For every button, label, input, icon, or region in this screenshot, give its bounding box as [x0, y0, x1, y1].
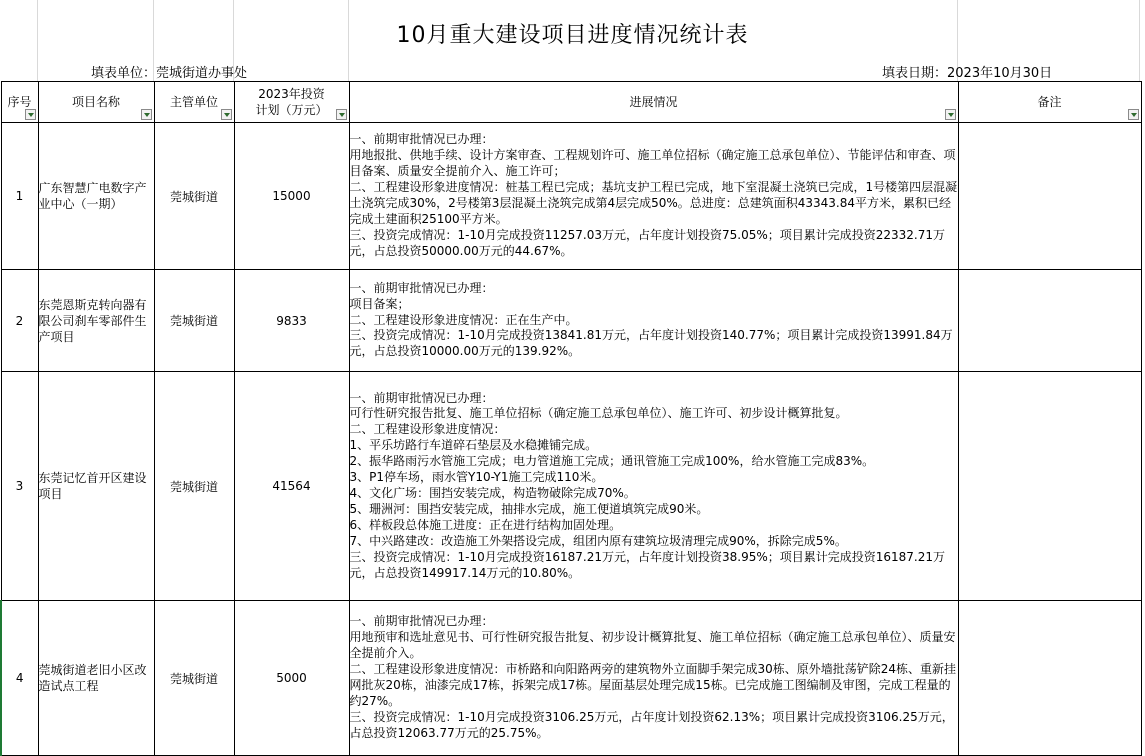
cell-project-name[interactable]: 东莞记忆首开区建设项目: [38, 372, 154, 601]
filter-dropdown-icon[interactable]: [1128, 109, 1139, 120]
cell-invest[interactable]: 5000: [234, 601, 349, 756]
table-row: [1, 372, 1141, 601]
progress-line: 三、投资完成情况：1-10月完成投资11257.03万元，占年度计划投资75.05%；项目累计完成投资22332.71万元，占总投资50000.00万元的44.67%。: [349, 227, 946, 258]
header-progress[interactable]: 进展情况: [349, 82, 958, 123]
cell-progress[interactable]: [349, 601, 958, 756]
filter-dropdown-icon[interactable]: [25, 109, 36, 120]
progress-line: 3、P1停车场，雨水管Y10-Y1施工完成110米。: [349, 470, 604, 485]
cell-project-name[interactable]: 广东智慧广电数字产业中心（一期）: [38, 123, 154, 270]
filler-unit: 填表单位：莞城街道办事处: [91, 66, 248, 81]
header-dept[interactable]: 主管单位: [154, 82, 234, 123]
table-row: [1, 123, 1141, 270]
cell-seq[interactable]: 4: [1, 601, 38, 756]
cell-seq[interactable]: 2: [1, 270, 38, 372]
cell-progress[interactable]: [349, 372, 958, 601]
cell-dept[interactable]: 莞城街道: [154, 372, 234, 601]
filter-dropdown-icon[interactable]: [945, 109, 956, 120]
project-table: [0, 81, 1142, 756]
filler-date: 填表日期：2023年10月30日: [882, 66, 1053, 81]
progress-line: 6、样板段总体施工进度：正在进行结构加固处理。: [349, 517, 622, 532]
progress-line: 1、平乐坊路行车道碎石垫层及水稳摊铺完成。: [349, 438, 598, 453]
progress-line: 用地预审和选址意见书、可行性研究报告批复、初步设计概算批复、施工单位招标（确定施工总承包单位）、质量安全提前介入。: [349, 630, 956, 661]
progress-line: 二、工程建设形象进度情况：正在生产中。: [349, 312, 578, 327]
sheet-title: 10月重大建设项目进度情况统计表: [396, 23, 749, 48]
header-name[interactable]: 项目名称: [38, 82, 154, 123]
progress-line: 三、投资完成情况：1-10月完成投资16187.21万元，占年度计划投资38.95%；项目累计完成投资16187.21万元，占总投资149917.14万元的10.80%。: [349, 549, 946, 580]
progress-line: 5、珊洲河：围挡安装完成，抽排水完成，施工便道填筑完成90米。: [349, 501, 709, 516]
progress-line: 2、振华路雨污水管施工完成；电力管道施工完成；通讯管施工完成100%，给水管施工完成83%。: [349, 454, 875, 469]
cell-remark[interactable]: [958, 601, 1141, 756]
cell-dept[interactable]: 莞城街道: [154, 601, 234, 756]
progress-line: 二、工程建设形象进度情况：市桥路和向阳路两旁的建筑物外立面脚手架完成30栋、原外墙批荡铲除24栋、重新挂网批灰20栋，油漆完成17栋，拆架完成17栋。屋面基层处理完成15栋。已完成施工图编制及审图，完成工程量的约27%。: [349, 662, 957, 708]
table-row: [1, 601, 1141, 756]
filter-dropdown-icon[interactable]: [336, 109, 347, 120]
header-row: [1, 82, 1141, 123]
progress-line: 可行性研究报告批复、施工单位招标（确定施工总承包单位）、施工许可、初步设计概算批复。: [349, 406, 848, 421]
progress-line: 4、文化广场：围挡安装完成，构造物破除完成70%。: [349, 486, 636, 500]
cell-invest[interactable]: 41564: [234, 372, 349, 601]
progress-line: 项目备案；: [349, 296, 410, 311]
progress-line: 二、工程建设形象进度情况：: [349, 422, 506, 437]
progress-line: 7、中兴路建改：改造施工外架搭设完成，组团内原有建筑垃圾清理完成90%，拆除完成5%。: [349, 533, 847, 548]
progress-line: 三、投资完成情况：1-10月完成投资13841.81万元，占年度计划投资140.77%；项目累计完成投资13991.84万元，占总投资10000.00万元的139.92%。: [349, 328, 953, 359]
filter-dropdown-icon[interactable]: [221, 109, 232, 120]
cell-invest[interactable]: 15000: [234, 123, 349, 270]
progress-line: 一、前期审批情况已办理：: [349, 390, 494, 405]
progress-line: 一、前期审批情况已办理：: [349, 280, 494, 295]
progress-line: 一、前期审批情况已办理：: [349, 614, 494, 629]
cell-dept[interactable]: 莞城街道: [154, 123, 234, 270]
cell-project-name[interactable]: 东莞恩斯克转向器有限公司刹车零部件生产项目: [38, 270, 154, 372]
cell-progress[interactable]: [349, 270, 958, 372]
cell-seq[interactable]: 3: [1, 372, 38, 601]
cell-dept[interactable]: 莞城街道: [154, 270, 234, 372]
header-remark[interactable]: 备注: [958, 82, 1141, 123]
header-invest[interactable]: 2023年投资 计划（万元）: [234, 82, 349, 123]
progress-line: 用地报批、供地手续、设计方案审查、工程规划许可、施工单位招标（确定施工总承包单位）、节能评估和审查、项目备案、质量安全提前介入、施工许可；: [349, 148, 956, 179]
progress-line: 二、工程建设形象进度情况：桩基工程已完成；基坑支护工程已完成，地下室混凝土浇筑已完成，1号楼第四层混凝土浇筑完成30%，2号楼第3层混凝土浇筑完成第4层完成50%。总进度：总建筑面积43343.84平方米，累积已经完成土建面积25100平方米。: [349, 180, 958, 226]
cell-remark[interactable]: [958, 372, 1141, 601]
progress-line: 一、前期审批情况已办理：: [349, 132, 494, 147]
cell-progress[interactable]: [349, 123, 958, 270]
cell-project-name[interactable]: 莞城街道老旧小区改造试点工程: [38, 601, 154, 756]
cell-invest[interactable]: 9833: [234, 270, 349, 372]
cell-seq[interactable]: 1: [1, 123, 38, 270]
cell-remark[interactable]: [958, 270, 1141, 372]
cell-remark[interactable]: [958, 123, 1141, 270]
table-row: [1, 270, 1141, 372]
filter-dropdown-icon[interactable]: [141, 109, 152, 120]
progress-line: 三、投资完成情况：1-10月完成投资3106.25万元，占年度计划投资62.13%；项目累计完成投资3106.25万元，占总投资12063.77万元的25.75%。: [349, 709, 954, 740]
header-seq[interactable]: 序号: [1, 82, 38, 123]
